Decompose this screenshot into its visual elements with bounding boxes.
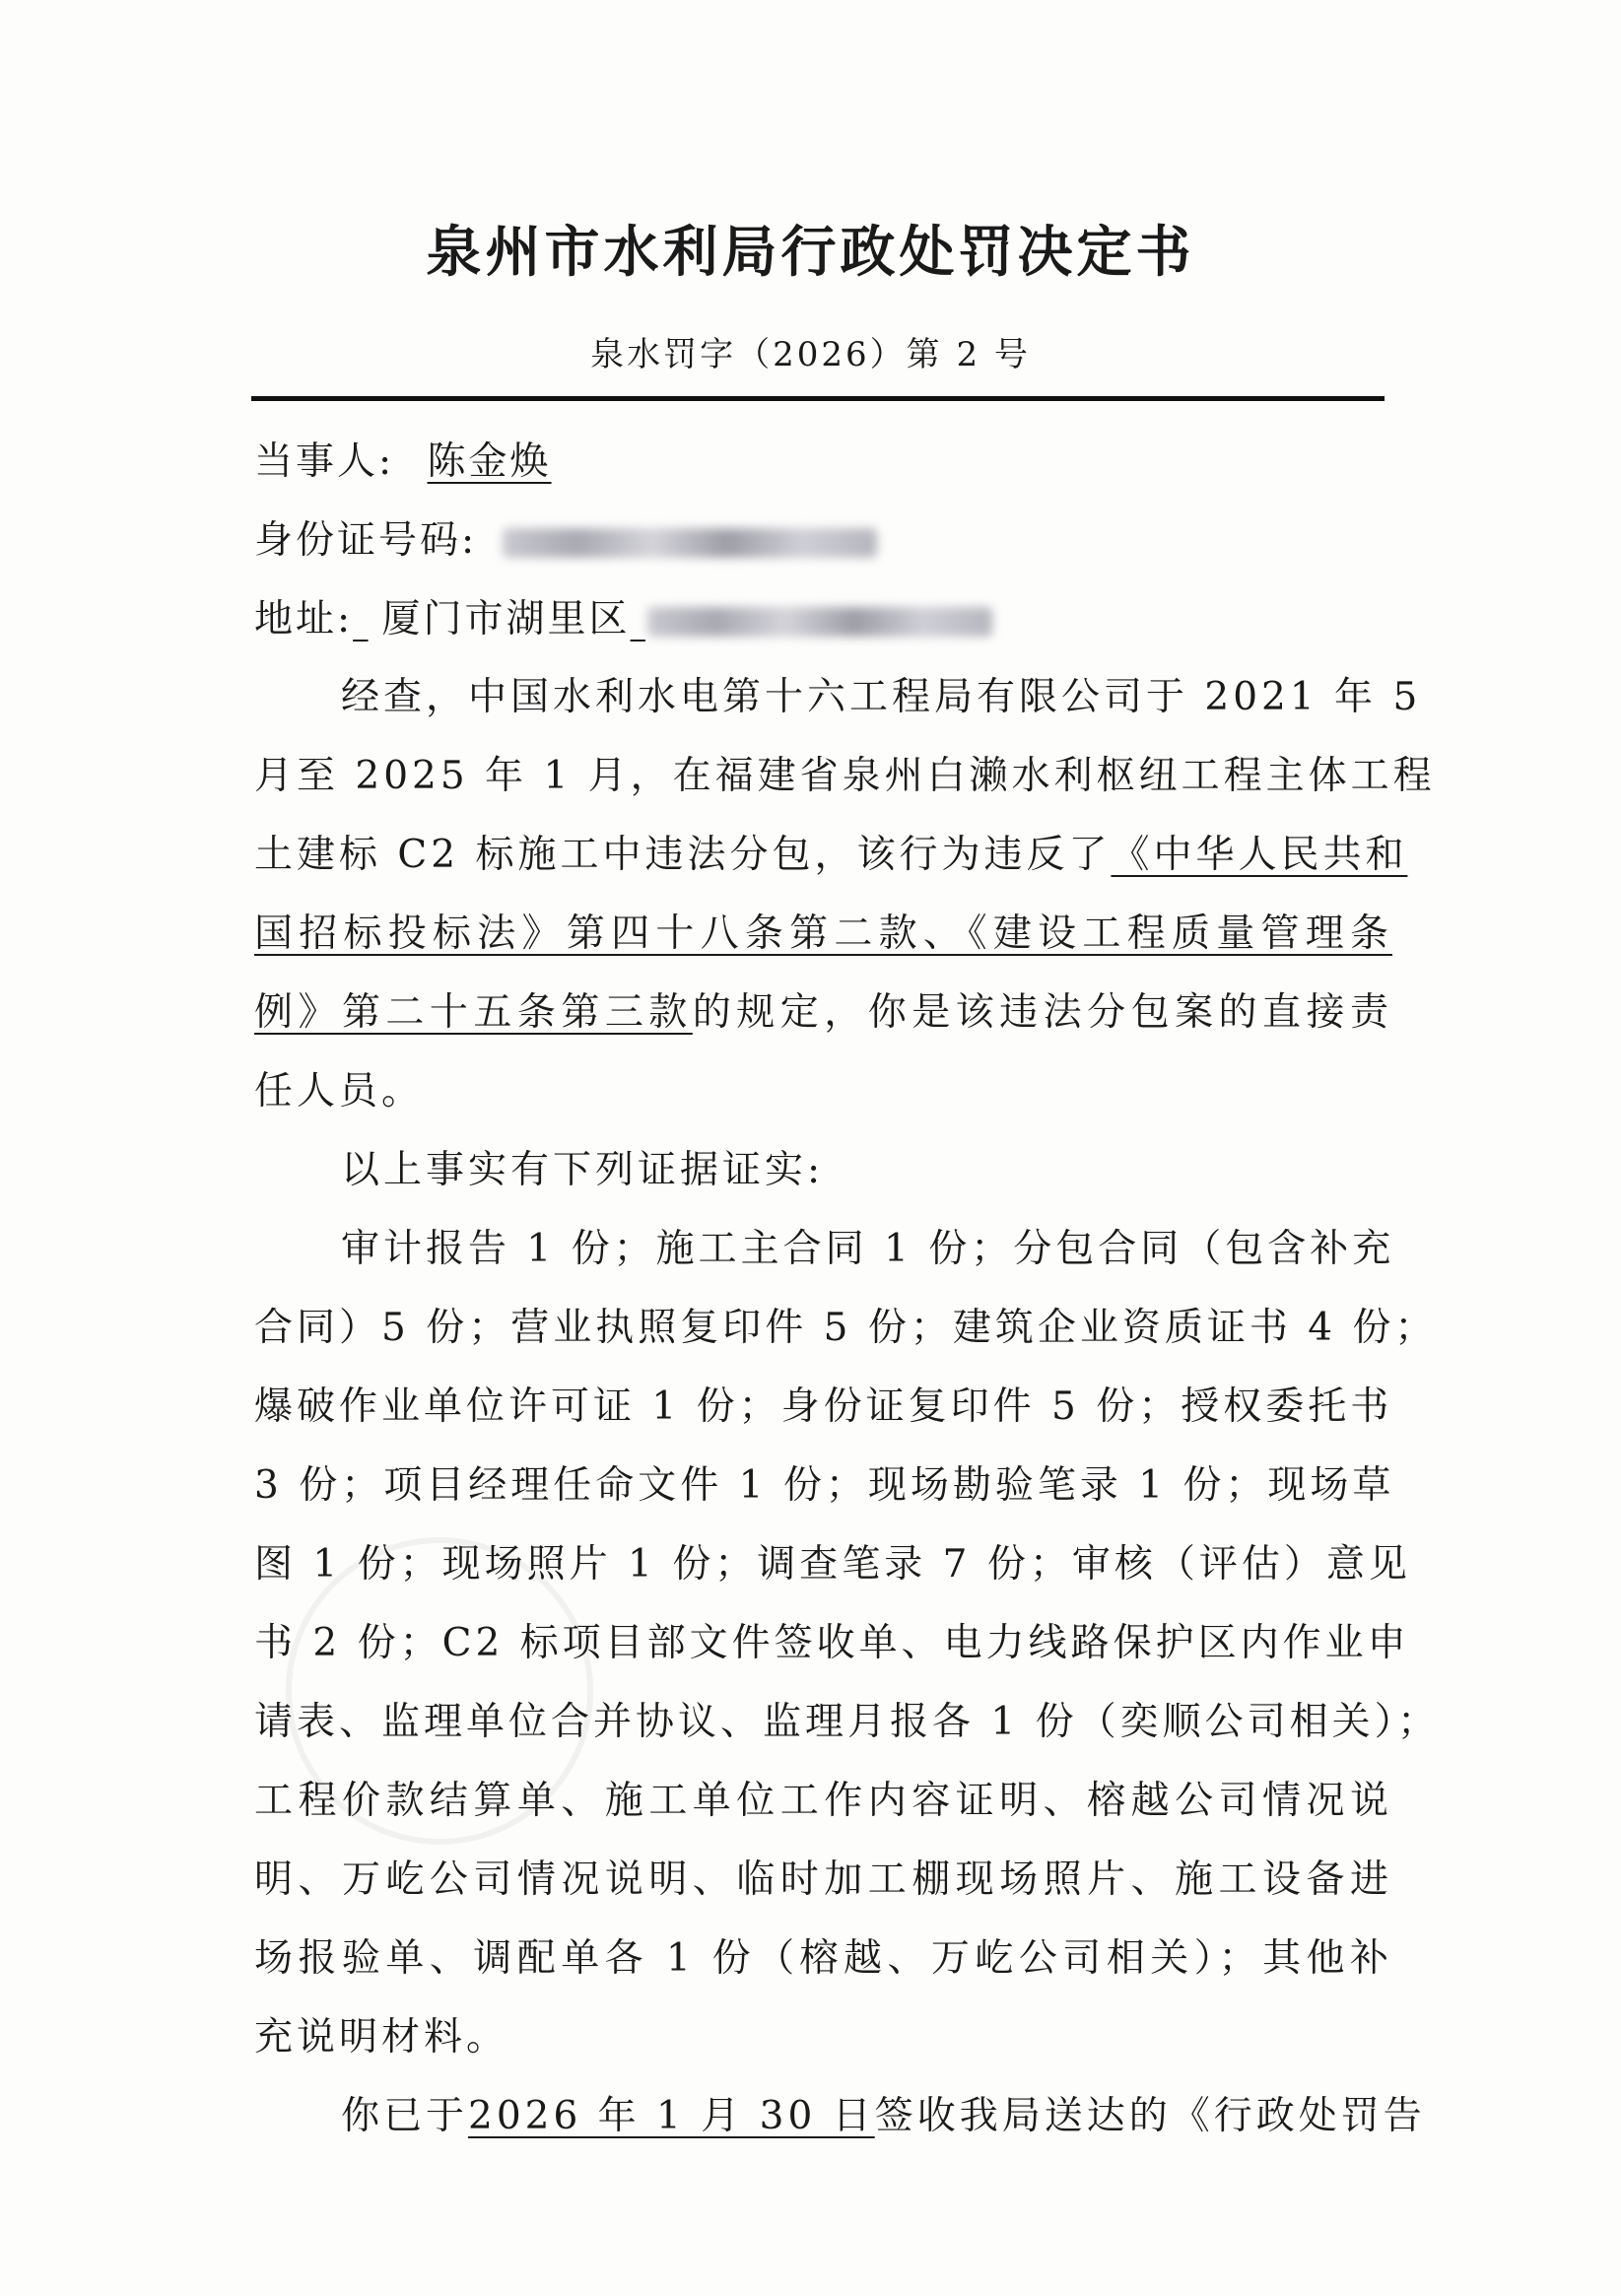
- notice-prefix: 你已于: [341, 2094, 469, 2138]
- law-reference: 《中华人民共和: [1111, 833, 1408, 877]
- findings-line: [254, 816, 1408, 895]
- document-number: 泉水罚字（2026）第 2 号: [590, 335, 1031, 374]
- notice-line: [254, 2077, 1426, 2156]
- paragraph-evidence-list: [254, 1210, 1441, 2077]
- party-label: 当事人:: [254, 439, 395, 484]
- evidence-line: 书 2 份；C2 标项目部文件签收单、电力线路保护区内作业申: [254, 1621, 1410, 1665]
- notice-date: 2026 年 1 月 30 日: [468, 2094, 875, 2138]
- party-name: 陈金焕: [427, 439, 552, 484]
- notice-suffix: 签收我局送达的《行政处罚告: [874, 2094, 1426, 2138]
- law-reference: 例》第二十五条第三款: [254, 990, 693, 1035]
- evidence-line: 请表、监理单位合并协议、监理月报各 1 份（奕顺公司相关）；: [254, 1700, 1441, 1744]
- evidence-line: 合同）5 份；营业执照复印件 5 份；建筑企业资质证书 4 份；: [254, 1306, 1438, 1350]
- party-field: [254, 438, 570, 487]
- law-reference: 国招标投标法》第四十八条第二款、《建设工程质量管理条: [254, 912, 1392, 956]
- findings-line: 任人员。: [254, 1069, 425, 1114]
- findings-line: [254, 974, 1392, 1052]
- paragraph-notice: [254, 2077, 1426, 2156]
- address-value: 厦门市湖里区: [381, 597, 631, 642]
- findings-line: [254, 895, 1392, 974]
- evidence-line: 爆破作业单位许可证 1 份；身份证复印件 5 份；授权委托书: [254, 1384, 1393, 1429]
- findings-text: 土建标 C2 标施工中违法分包，该行为违反了: [254, 833, 1112, 877]
- address-underlined: [254, 597, 645, 642]
- evidence-line: 场报验单、调配单各 1 份（榕越、万屹公司相关）；其他补: [254, 1936, 1392, 1981]
- evidence-line: 明、万屹公司情况说明、临时加工棚现场照片、施工设备进: [254, 1857, 1392, 1902]
- document-title: 泉州市水利局行政处罚决定书: [426, 221, 1195, 285]
- id-number-label: 身份证号码:: [254, 518, 478, 563]
- paragraph-evidence-intro: [254, 1131, 1392, 1210]
- findings-line: 经查，中国水利水电第十六工程局有限公司于 2021 年 5: [341, 675, 1422, 719]
- address-label: 地址:: [254, 597, 354, 642]
- paragraph-findings: [254, 658, 1436, 1131]
- id-number-field: [254, 516, 877, 566]
- evidence-line: 充说明材料。: [254, 2015, 509, 2060]
- evidence-line: 图 1 份；现场照片 1 份；调查笔录 7 份；审核（评估）意见: [254, 1542, 1411, 1587]
- header-rule: [251, 396, 1385, 401]
- redacted-address: [647, 607, 992, 637]
- evidence-intro-text: 以上事实有下列证据证实:: [341, 1148, 825, 1192]
- evidence-line: 审计报告 1 份；施工主合同 1 份；分包合同（包含补充: [341, 1227, 1395, 1271]
- findings-text: 的规定，你是该违法分包案的直接责: [692, 990, 1392, 1035]
- findings-line: 月至 2025 年 1 月，在福建省泉州白濑水利枢纽工程主体工程: [254, 754, 1436, 798]
- evidence-line: 工程价款结算单、施工单位工作内容证明、榕越公司情况说: [254, 1779, 1392, 1823]
- redacted-id-number: [503, 528, 877, 558]
- evidence-line: 3 份；项目经理任命文件 1 份；现场勘验笔录 1 份；现场草: [254, 1463, 1395, 1508]
- address-field: [254, 595, 992, 644]
